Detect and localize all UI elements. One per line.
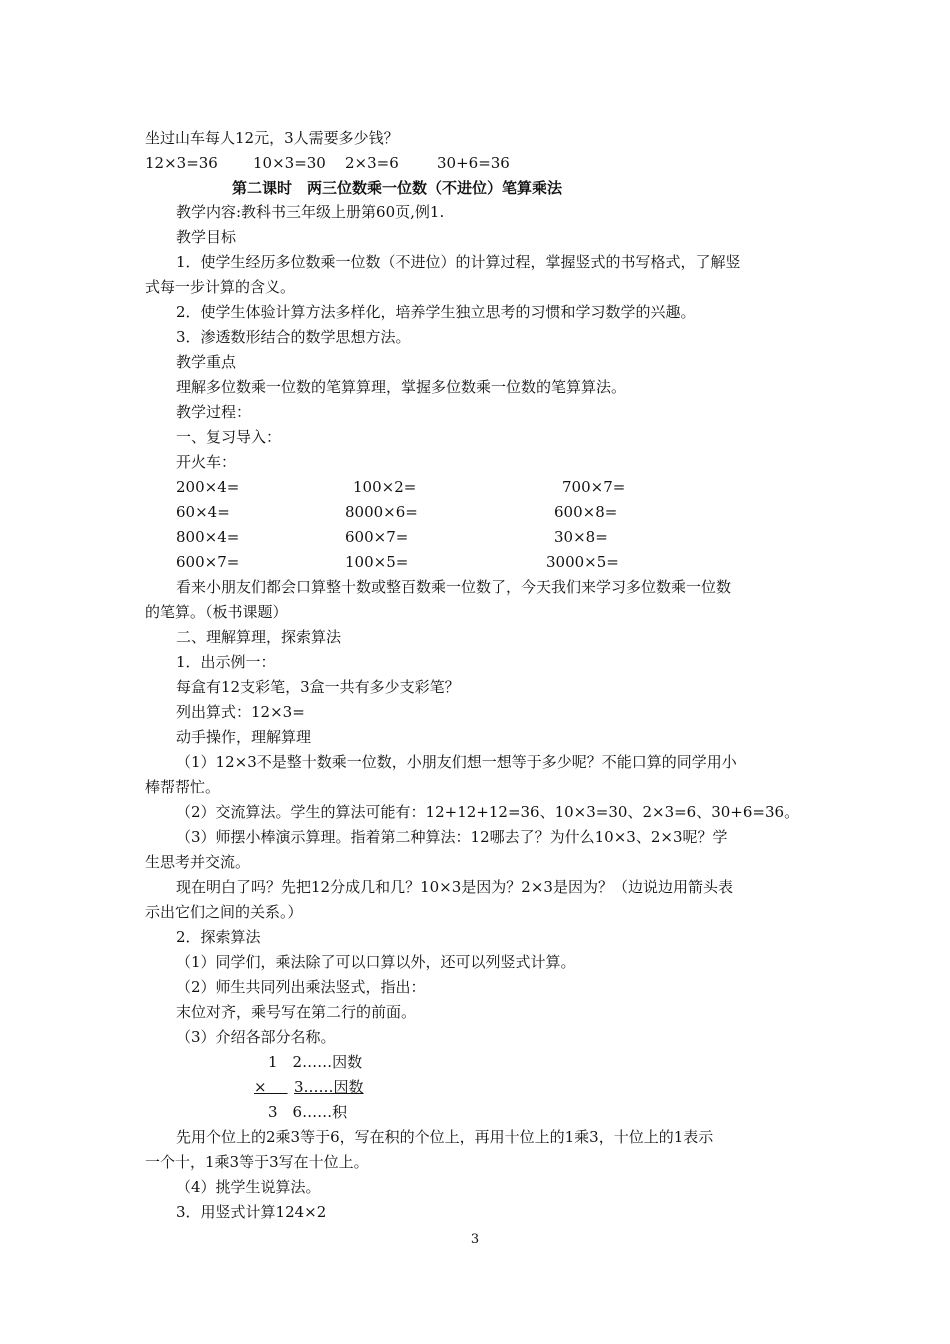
drill-item: 600×8= [554,503,618,521]
drill-item: 60×4= [176,503,230,521]
text-line: 1．出示例一： [176,653,276,671]
vertical-calc-product: 3 6……积 [268,1103,348,1121]
text-line: （2）师生共同列出乘法竖式，指出： [176,978,426,996]
text-line: 生思考并交流。 [145,853,251,871]
heading-key-points: 教学重点 [176,353,237,371]
vertical-calc-factor-2 [294,1076,364,1098]
heading-objectives: 教学目标 [176,228,237,246]
text-line: 的笔算。（板书课题） [145,603,288,621]
text-line: 3．用竖式计算124×2 [176,1203,327,1221]
calc-item: 30+6=36 [437,154,510,172]
text-line: 先用个位上的2乘3等于6，写在积的个位上，再用十位上的1乘3，十位上的1表示 [176,1128,714,1146]
text-line: 现在明白了吗？先把12分成几和几？10×3是因为？2×3是因为？（边说边用箭头表 [176,878,733,896]
calc-item: 12×3=36 [145,154,218,172]
calc-item: 2×3=6 [345,154,399,172]
text-line: 列出算式：12×3= [176,703,305,721]
text-line: 动手操作，理解算理 [176,728,312,746]
text-line: （2）交流算法。学生的算法可能有：12+12+12=36、10×3=30、2×3=6、30+6=36。 [176,803,800,821]
text-line: 2．使学生体验计算方法多样化，培养学生独立思考的习惯和学习数学的兴趣。 [176,303,696,321]
page-number: 3 [470,1232,480,1247]
drill-item: 200×4= [176,478,240,496]
text-line: 二、理解算理，探索算法 [176,628,342,646]
text-line: 1．使学生经历多位数乘一位数（不进位）的计算过程，掌握竖式的书写格式，了解竖 [176,253,741,271]
text-line: 看来小朋友们都会口算整十数或整百数乘一位数了，今天我们来学习多位数乘一位数 [176,578,732,596]
text-line: （1）同学们，乘法除了可以口算以外，还可以列竖式计算。 [176,953,576,971]
section-title: 第二课时 两三位数乘一位数（不进位）笔算乘法 [232,179,563,197]
text-line: 坐过山车每人12元，3人需要多少钱？ [145,129,399,147]
calc-item: 10×3=30 [253,154,326,172]
text-line: 教学内容:教科书三年级上册第60页,例1. [176,203,445,221]
text-line: （3）师摆小棒演示算理。指着第二种算法：12哪去了？为什么10×3、2×3呢？学 [176,828,728,846]
vertical-calc-factor-1: 1 2……因数 [268,1053,363,1071]
drill-item: 600×7= [176,553,240,571]
text-line: 式每一步计算的含义。 [145,278,296,296]
vertical-calc-times-sign: × [254,1078,267,1096]
drill-item: 100×5= [345,553,409,571]
drill-item: 30×8= [554,528,608,546]
text-line: 末位对齐，乘号写在第二行的前面。 [176,1003,417,1021]
text-line: 每盒有12支彩笔，3盒一共有多少支彩笔？ [176,678,460,696]
text-line: 2．探索算法 [176,928,261,946]
text-line: 一、复习导入： [176,428,282,446]
drill-item: 3000×5= [546,553,619,571]
text-line: 示出它们之间的关系。） [145,903,303,921]
drill-item: 700×7= [562,478,626,496]
heading-process: 教学过程： [176,403,252,421]
text-line: 理解多位数乘一位数的笔算算理，掌握多位数乘一位数的笔算算法。 [176,378,627,396]
text-line: 3．渗透数形结合的数学思想方法。 [176,328,411,346]
drill-item: 100×2= [353,478,417,496]
drill-item: 8000×6= [345,503,418,521]
text-line: （3）介绍各部分名称。 [176,1028,336,1046]
text-line: 开火车： [176,453,237,471]
text-line: 一个十，1乘3等于3写在十位上。 [145,1153,369,1171]
text-line: （4）挑学生说算法。 [176,1178,321,1196]
text-line: （1）12×3不是整十数乘一位数，小朋友们想一想等于多少呢？不能口算的同学用小 [176,753,737,771]
drill-item: 600×7= [345,528,409,546]
drill-item: 800×4= [176,528,240,546]
factor-2-text: 3……因数 [294,1078,364,1096]
text-line: 棒帮帮忙。 [145,778,221,796]
